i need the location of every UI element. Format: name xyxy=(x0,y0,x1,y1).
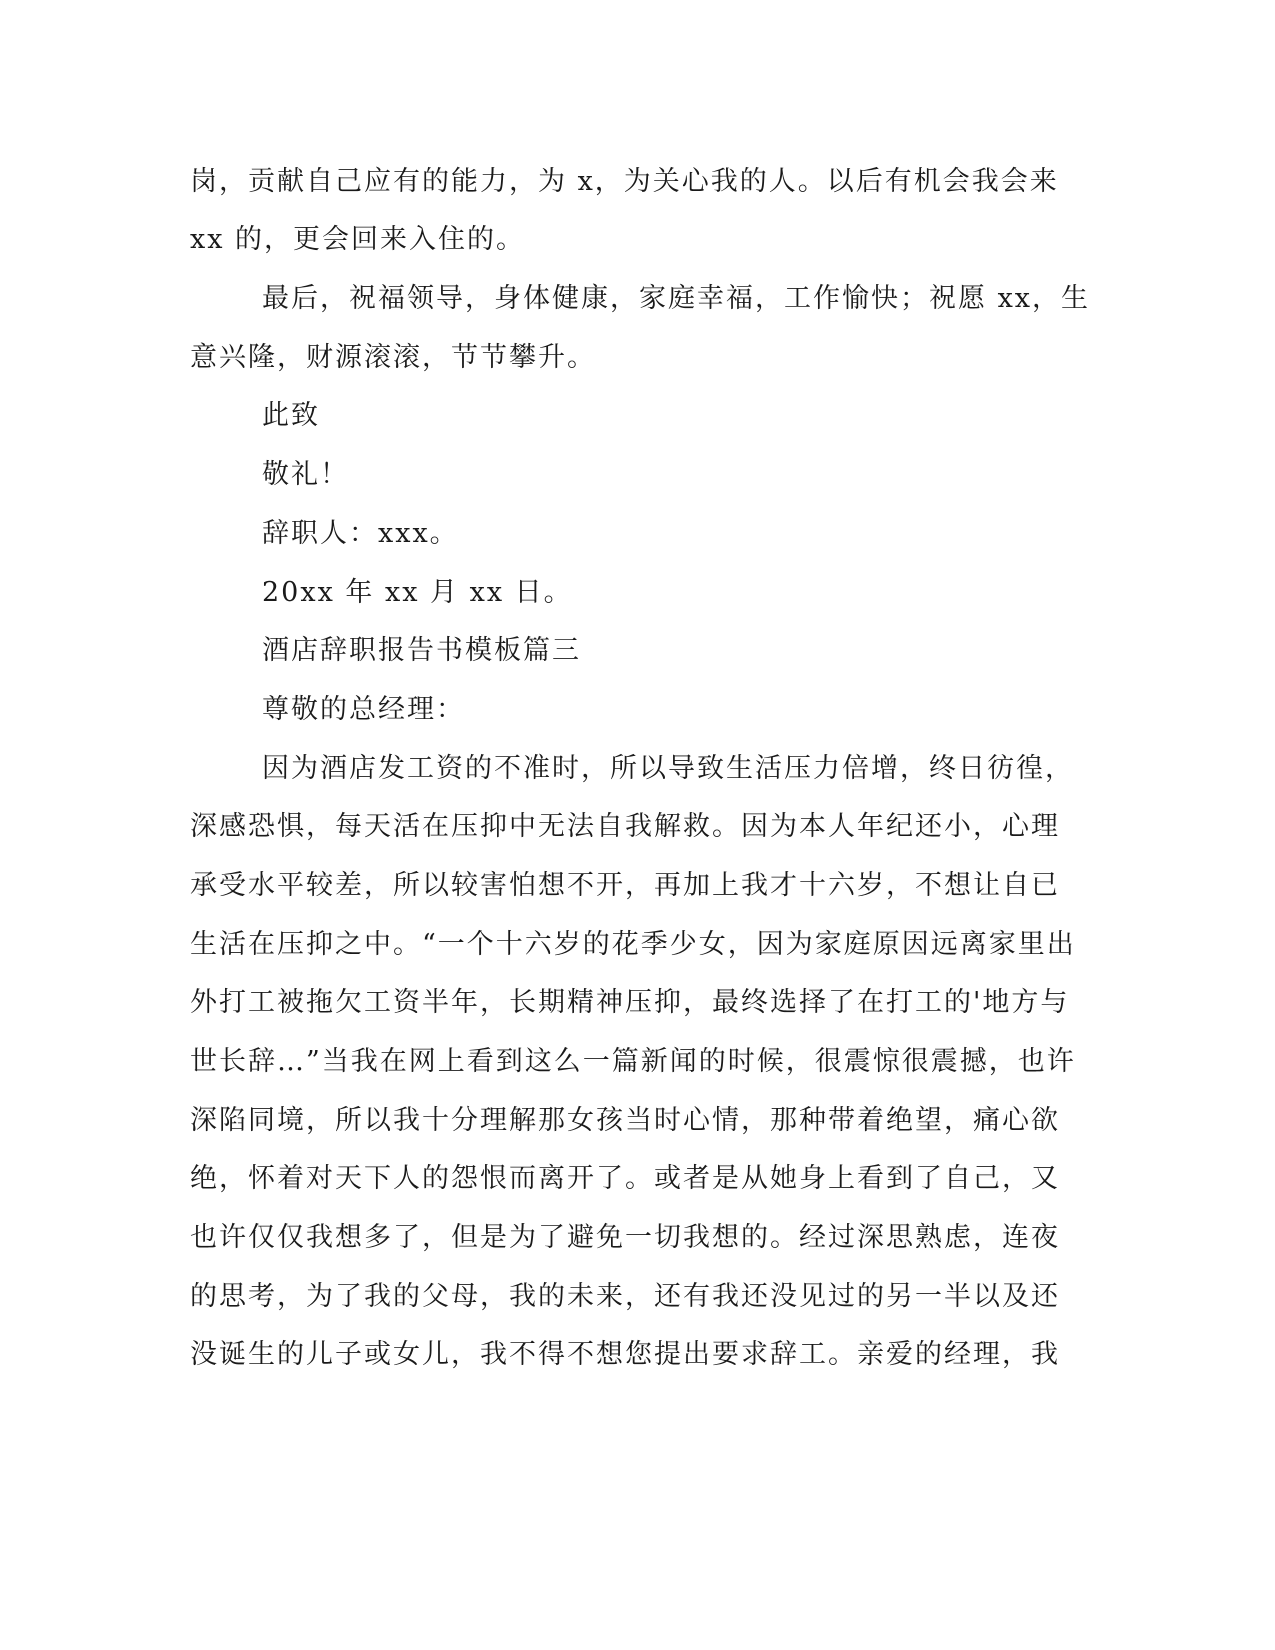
text-line: 的思考，为了我的父母，我的未来，还有我还没见过的另一半以及还 xyxy=(190,1281,1060,1312)
text-line: xx 的，更会回来入住的。 xyxy=(190,224,526,255)
text-line: 没诞生的儿子或女儿，我不得不想您提出要求辞工。亲爱的经理，我 xyxy=(190,1339,1060,1370)
text-line: 深陷同境，所以我十分理解那女孩当时心情，那种带着绝望，痛心欲 xyxy=(190,1105,1060,1136)
text-line: 最后，祝福领导，身体健康，家庭幸福，工作愉快；祝愿 xx，生 xyxy=(262,283,1091,314)
signature-line: 辞职人：xxx。 xyxy=(262,518,459,549)
text-line: 外打工被拖欠工资半年，长期精神压抑，最终选择了在打工的'地方与 xyxy=(190,987,1070,1018)
text-line: 意兴隆，财源滚滚，节节攀升。 xyxy=(190,342,596,373)
section-title: 酒店辞职报告书模板篇三 xyxy=(262,635,581,666)
text-line: 岗，贡献自己应有的能力，为 x，为关心我的人。以后有机会我会来 xyxy=(190,166,1059,197)
text-line: 绝，怀着对天下人的怨恨而离开了。或者是从她身上看到了自己，又 xyxy=(190,1163,1060,1194)
closing-salutation: 敬礼！ xyxy=(262,459,349,490)
text-line: 也许仅仅我想多了，但是为了避免一切我想的。经过深思熟虑，连夜 xyxy=(190,1222,1060,1253)
text-line: 生活在压抑之中。“一个十六岁的花季少女，因为家庭原因远离家里出 xyxy=(190,929,1076,960)
text-line: 深感恐惧，每天活在压抑中无法自我解救。因为本人年纪还小，心理 xyxy=(190,811,1060,842)
text-line: 承受水平较差，所以较害怕想不开，再加上我才十六岁，不想让自已 xyxy=(190,870,1060,901)
closing-line: 此致 xyxy=(262,400,320,431)
date-line: 20xx 年 xx 月 xx 日。 xyxy=(262,577,573,608)
text-line: 世长辞…”当我在网上看到这么一篇新闻的时候，很震惊很震撼，也许 xyxy=(190,1046,1076,1077)
greeting-line: 尊敬的总经理： xyxy=(262,694,465,725)
text-line: 因为酒店发工资的不准时，所以导致生活压力倍增，终日彷徨， xyxy=(262,753,1074,784)
